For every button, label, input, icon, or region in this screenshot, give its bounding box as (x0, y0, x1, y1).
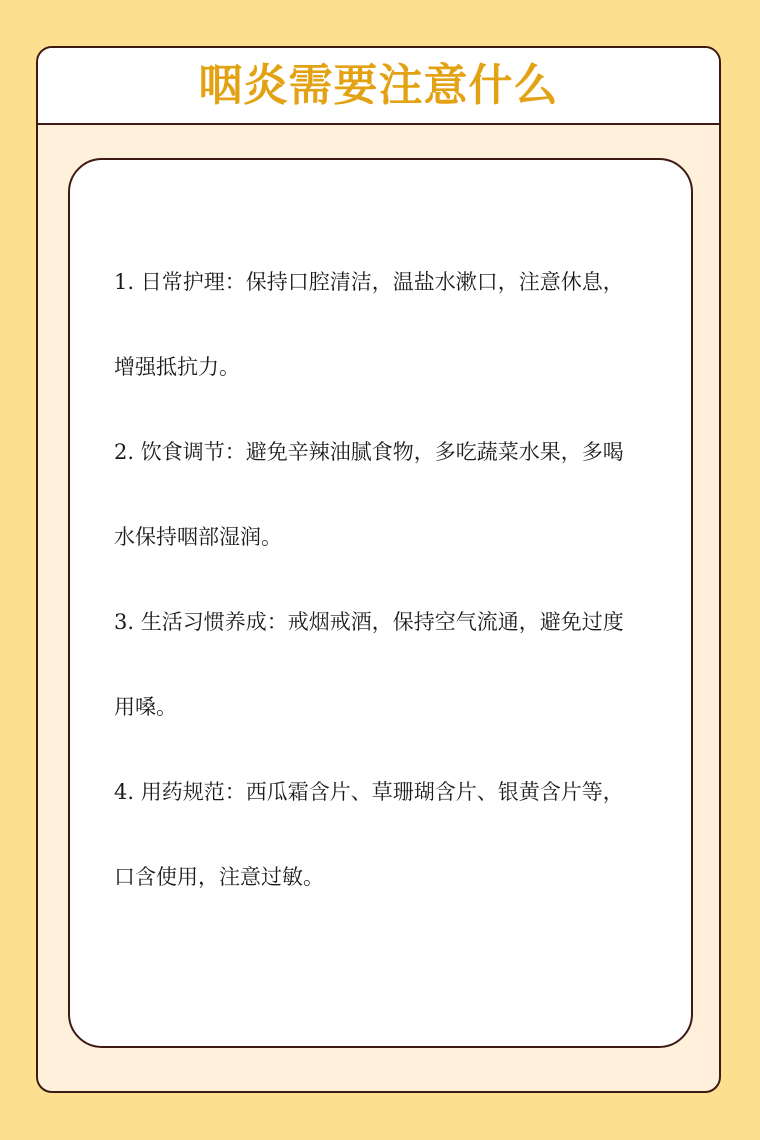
item-number: 4. (114, 780, 135, 804)
list-item (114, 240, 644, 410)
page-title: 咽炎需要注意什么 (198, 59, 559, 111)
item-number: 1. (114, 270, 135, 294)
info-card (36, 46, 721, 1093)
list-item (114, 580, 644, 750)
tips-list (114, 240, 644, 920)
item-text: 饮食调节：避免辛辣油腻食物，多吃蔬菜水果，多喝水保持咽部湿润。 (114, 440, 624, 549)
content-panel (68, 158, 693, 1048)
item-text: 用药规范：西瓜霜含片、草珊瑚含片、银黄含片等，口含使用，注意过敏。 (114, 780, 624, 889)
item-number: 3. (114, 610, 135, 634)
list-item (114, 750, 644, 920)
card-header (38, 48, 719, 125)
item-number: 2. (114, 440, 135, 464)
item-text: 日常护理：保持口腔清洁，温盐水漱口，注意休息，增强抵抗力。 (114, 270, 624, 379)
list-item (114, 410, 644, 580)
item-text: 生活习惯养成：戒烟戒酒，保持空气流通，避免过度用嗓。 (114, 610, 624, 719)
